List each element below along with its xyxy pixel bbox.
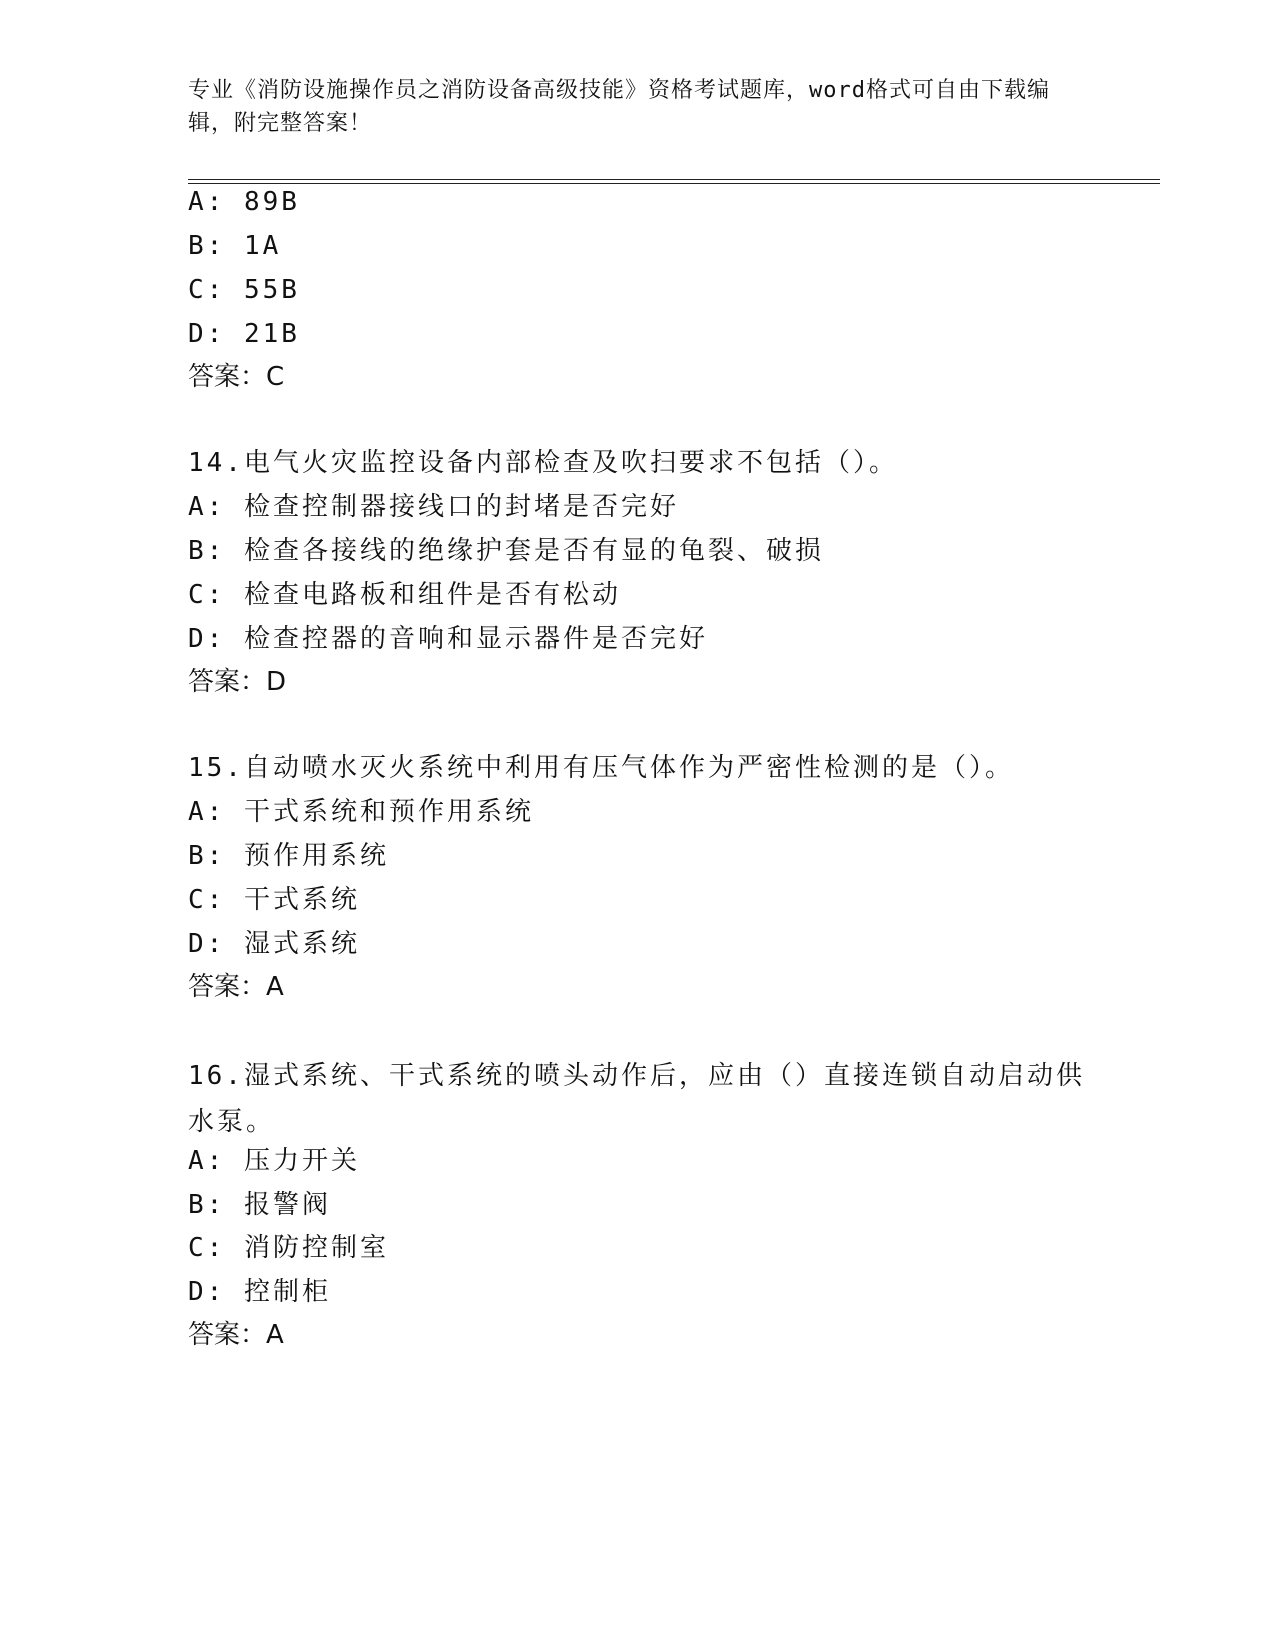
header-divider — [188, 179, 1160, 184]
q16-option-b: B: 报警阀 — [188, 1190, 331, 1220]
q15-question: 15.自动喷水灭火系统中利用有压气体作为严密性检测的是（）。 — [188, 753, 1014, 783]
q16-option-a: A: 压力开关 — [188, 1146, 360, 1176]
q15-option-a: A: 干式系统和预作用系统 — [188, 797, 534, 827]
q13-option-a: A: 89B — [188, 187, 300, 217]
q15-option-d: D: 湿式系统 — [188, 929, 360, 959]
q14-question: 14.电气火灾监控设备内部检查及吹扫要求不包括（）。 — [188, 448, 898, 478]
q16-option-d: D: 控制柜 — [188, 1277, 331, 1307]
q15-option-c: C: 干式系统 — [188, 885, 360, 915]
q13-option-d: D: 21B — [188, 319, 300, 349]
q14-option-b: B: 检查各接线的绝缘护套是否有显的龟裂、破损 — [188, 536, 824, 566]
q14-option-c: C: 检查电路板和组件是否有松动 — [188, 580, 621, 610]
q16-option-c: C: 消防控制室 — [188, 1233, 389, 1263]
q14-answer: 答案：D — [188, 667, 287, 697]
q13-option-b: B: 1A — [188, 231, 282, 261]
q16-question: 16.湿式系统、干式系统的喷头动作后，应由（）直接连锁自动启动供水泵。 — [188, 1061, 1085, 1137]
q15-answer: 答案：A — [188, 972, 284, 1002]
q13-answer: 答案：C — [188, 362, 285, 392]
q15-option-b: B: 预作用系统 — [188, 841, 389, 871]
q16-answer: 答案：A — [188, 1320, 284, 1350]
q14-option-d: D: 检查控器的音响和显示器件是否完好 — [188, 624, 708, 654]
q13-option-c: C: 55B — [188, 275, 300, 305]
document-header: 专业《消防设施操作员之消防设备高级技能》资格考试题库，word格式可自由下载编辑，附完整答案！ — [188, 78, 1050, 136]
q14-option-a: A: 检查控制器接线口的封堵是否完好 — [188, 492, 679, 522]
